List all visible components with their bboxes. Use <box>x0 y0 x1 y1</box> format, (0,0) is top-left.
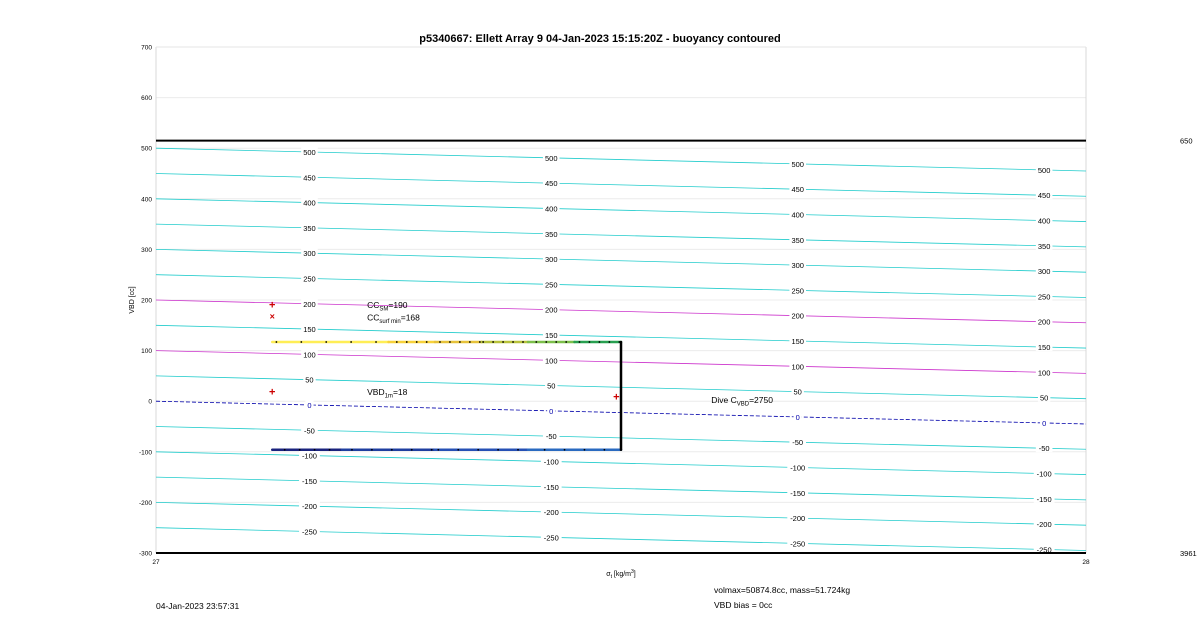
series-point <box>469 341 471 343</box>
contour-label: 150 <box>544 330 558 340</box>
series-point <box>603 449 605 451</box>
series-point <box>329 449 331 451</box>
series-point <box>584 449 586 451</box>
vbd-1m-annotation: $VBD_{1m}=18$ <box>367 387 408 400</box>
contour-line <box>156 224 1086 247</box>
contour-line <box>156 452 1086 475</box>
contour-line <box>156 300 1086 323</box>
series-point <box>482 341 484 343</box>
series-point <box>512 341 514 343</box>
contour-label: 250 <box>791 286 804 296</box>
cc-surf-min-marker: × <box>269 311 275 322</box>
contour-label: -250 <box>1036 545 1052 555</box>
contour-label: 400 <box>791 210 804 220</box>
contour-label: 0 <box>795 412 800 422</box>
chart-title: p5340667: Ellett Array 9 04-Jan-2023 15:15:20Z - buoyancy contoured <box>419 33 781 45</box>
contour-label: -50 <box>545 432 557 442</box>
contour-label: 0 <box>307 400 312 410</box>
series-point <box>589 341 591 343</box>
contour-label: 500 <box>1037 165 1051 175</box>
contour-label: 150 <box>791 337 804 347</box>
contour-label: 300 <box>303 249 316 259</box>
vbd-1m-marker: + <box>269 386 276 399</box>
series-point <box>350 341 352 343</box>
y-axis-label: VBD [cc] <box>129 286 136 314</box>
series-point <box>449 341 451 343</box>
series-point <box>439 341 441 343</box>
series-point <box>544 449 546 451</box>
dive-c-vbd-marker: + <box>613 391 620 404</box>
series-point <box>620 353 622 355</box>
series-point <box>517 449 519 451</box>
series-point <box>351 449 353 451</box>
contour-label: -100 <box>1036 469 1052 479</box>
contour-line <box>156 502 1086 525</box>
series-point <box>599 341 601 343</box>
series-point <box>459 341 461 343</box>
contour-label: 450 <box>791 185 804 195</box>
contour-label: 300 <box>791 261 804 271</box>
right-axis-label: 3961 <box>1180 549 1197 558</box>
series-point <box>457 449 459 451</box>
contour-label: -150 <box>543 482 559 492</box>
series-point <box>492 341 494 343</box>
contour-label: 100 <box>791 362 804 372</box>
contour-label: 50 <box>305 375 314 385</box>
contour-label: 50 <box>793 387 802 397</box>
contour-label: -250 <box>301 527 317 537</box>
contour-label: 150 <box>303 325 316 335</box>
contour-line <box>156 477 1086 500</box>
series-point <box>565 341 567 343</box>
series-point <box>416 341 418 343</box>
series-point <box>375 341 377 343</box>
series-point <box>411 449 413 451</box>
contour-label: 500 <box>544 153 558 163</box>
series-point <box>502 341 504 343</box>
contour-label: 400 <box>303 198 316 208</box>
series-point <box>406 341 408 343</box>
contour-label: -250 <box>543 533 559 543</box>
contour-label: 100 <box>303 350 316 360</box>
contour-label: -200 <box>543 508 559 518</box>
series-point <box>579 341 581 343</box>
series-point <box>276 341 278 343</box>
contour-label: 50 <box>547 381 556 391</box>
contour-label: 450 <box>303 173 316 183</box>
y-tick-label: 300 <box>141 246 152 254</box>
contour-label: -150 <box>1036 494 1052 504</box>
series-point <box>522 341 524 343</box>
y-tick-label: -100 <box>138 449 152 457</box>
contour-line <box>156 199 1086 222</box>
contour-label: -100 <box>790 463 806 473</box>
series-point <box>477 449 479 451</box>
contour-line <box>156 275 1086 298</box>
contour-label: 100 <box>544 356 558 366</box>
contour-label: 450 <box>544 179 558 189</box>
footer-vbd-bias: VBD bias = 0cc <box>714 600 773 610</box>
x-tick-label: 28 <box>1082 559 1090 566</box>
contour-label: 450 <box>1037 191 1051 201</box>
contour-label: 100 <box>1037 368 1051 378</box>
y-tick-label: 400 <box>141 196 152 204</box>
contour-label: 250 <box>544 280 558 290</box>
contour-label: -200 <box>790 514 806 524</box>
series-point <box>391 449 393 451</box>
contour-label: 0 <box>549 406 554 416</box>
contour-label: -50 <box>792 438 804 448</box>
contour-label: 150 <box>1037 343 1051 353</box>
contour-label: -250 <box>790 539 806 549</box>
series-point <box>396 341 398 343</box>
series-point <box>431 449 433 451</box>
y-tick-label: 100 <box>141 348 152 356</box>
contour-label: 200 <box>791 311 804 321</box>
dive-c-vbd-annotation: Dive $C_{VBD}=2750$ <box>711 395 773 408</box>
contour-label: 250 <box>303 274 316 284</box>
contour-label: -100 <box>543 457 559 467</box>
series-point <box>497 449 499 451</box>
y-tick-label: 500 <box>141 145 152 153</box>
contour-label: -100 <box>301 451 317 461</box>
series-point <box>479 341 481 343</box>
footer-volmax-mass: volmax=50874.8cc, mass=51.724kg <box>714 585 851 595</box>
cc-sm-marker: + <box>269 299 276 312</box>
series-point <box>314 449 316 451</box>
contour-label: -150 <box>790 488 806 498</box>
y-tick-label: 0 <box>148 398 152 406</box>
series-point <box>325 341 327 343</box>
series-point <box>300 341 302 343</box>
contour-label: 350 <box>303 223 316 233</box>
series-point <box>620 376 622 378</box>
cc-sm-annotation: $CC_{SM}=190$ <box>367 300 408 313</box>
contour-label: 350 <box>1037 241 1051 251</box>
contour-label: -200 <box>1036 520 1052 530</box>
footer-timestamp: 04-Jan-2023 23:57:31 <box>156 601 240 611</box>
series-point <box>426 341 428 343</box>
contour-label: 350 <box>791 235 804 245</box>
series-point <box>608 341 610 343</box>
contour-label: -150 <box>301 476 317 486</box>
series-point <box>371 449 373 451</box>
contour-label: 350 <box>544 229 558 239</box>
contour-label: 300 <box>544 255 558 265</box>
contour-line <box>156 148 1086 171</box>
y-tick-label: -300 <box>138 550 152 558</box>
series-point <box>620 399 622 401</box>
contour-label: 200 <box>1037 317 1051 327</box>
contour-label: 250 <box>1037 292 1051 302</box>
contour-label: 500 <box>791 159 804 169</box>
contour-line <box>156 528 1086 551</box>
series-point <box>620 445 622 447</box>
series-point <box>284 449 286 451</box>
contour-label: 50 <box>1039 393 1049 403</box>
contour-label: 400 <box>1037 216 1051 226</box>
contour-line <box>156 174 1086 197</box>
series-point <box>620 422 622 424</box>
contour-label: -50 <box>304 426 315 436</box>
contour-label: 0 <box>1042 418 1047 428</box>
contour-label: 200 <box>544 305 558 315</box>
series-point <box>555 341 557 343</box>
series-point <box>564 449 566 451</box>
contour-label: 300 <box>1037 267 1051 277</box>
series-point <box>437 449 439 451</box>
contour-label: -200 <box>301 502 317 512</box>
contour-line <box>156 249 1086 272</box>
x-tick-label: 27 <box>152 559 160 566</box>
cc-surf-min-annotation: $CC_{surf min}=168$ <box>367 312 420 326</box>
contour-label: 200 <box>303 299 316 309</box>
series-point <box>535 341 537 343</box>
right-axis-label: 650 <box>1180 136 1193 146</box>
x-axis-label: $\sigma_t$ $[kg/m^3]$ <box>606 569 636 580</box>
contour-label: 400 <box>544 204 558 214</box>
y-tick-label: 200 <box>141 297 152 305</box>
y-tick-label: -200 <box>138 499 152 507</box>
series-point <box>299 449 301 451</box>
y-tick-label: 700 <box>141 44 152 52</box>
contour-label: -50 <box>1038 444 1050 454</box>
y-tick-label: 600 <box>141 95 152 103</box>
contour-label: 500 <box>303 147 316 157</box>
series-point <box>545 341 547 343</box>
